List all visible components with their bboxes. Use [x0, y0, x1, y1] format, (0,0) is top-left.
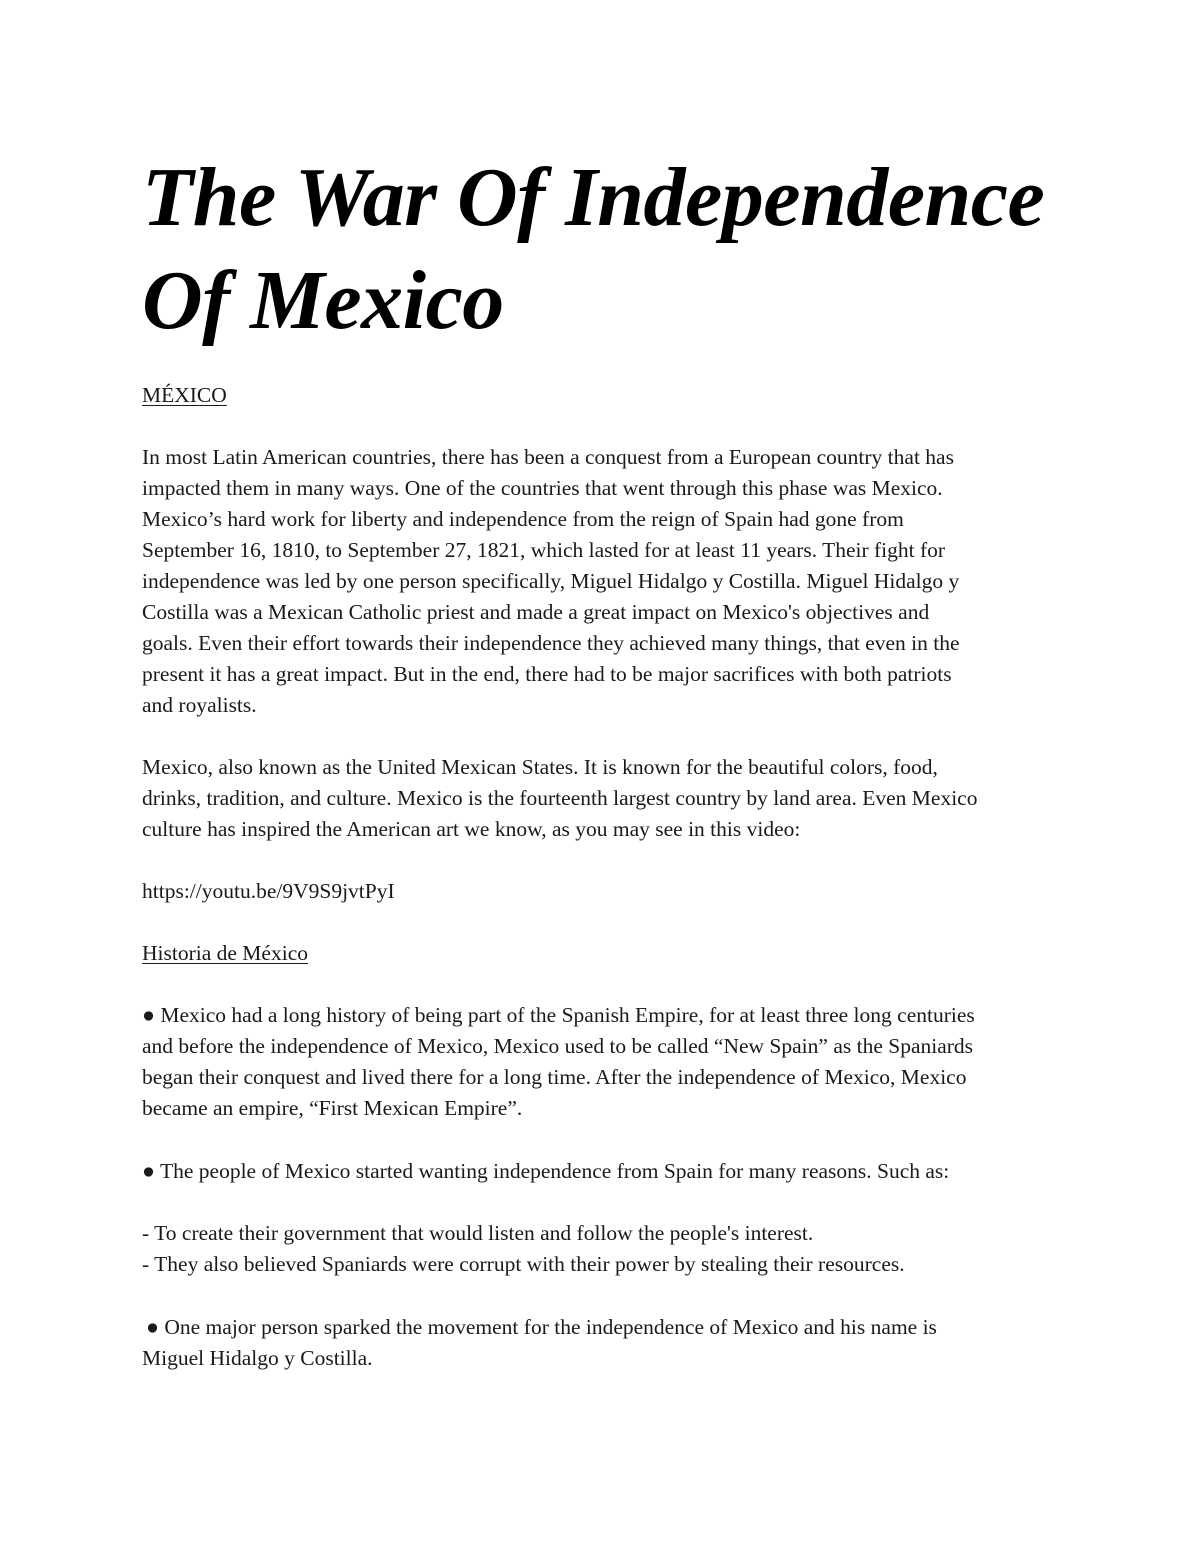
document-title [142, 146, 1102, 352]
paragraph-intro [142, 442, 1072, 721]
paragraph-line: drinks, tradition, and culture. Mexico is the fourteenth largest country by land area. Even Mexico [142, 786, 978, 810]
paragraph-line: Costilla was a Mexican Catholic priest and made a great impact on Mexico's objectives and [142, 600, 930, 624]
bullet-hidalgo [142, 1312, 1072, 1374]
list-item: - To create their government that would listen and follow the people's interest. [142, 1221, 814, 1245]
paragraph-line: goals. Even their effort towards their independence they achieved many things, that even in the [142, 631, 960, 655]
paragraph-culture [142, 752, 1072, 845]
bullet-line: ● Mexico had a long history of being part of the Spanish Empire, for at least three long centuries [142, 1003, 975, 1027]
bullet-spanish-empire [142, 1000, 1072, 1124]
reasons-list [142, 1218, 1072, 1280]
list-item: - They also believed Spaniards were corrupt with their power by stealing their resources. [142, 1252, 905, 1276]
paragraph-line: and royalists. [142, 693, 257, 717]
paragraph-line: In most Latin American countries, there has been a conquest from a European country that has [142, 445, 954, 469]
bullet-line: ● The people of Mexico started wanting independence from Spain for many reasons. Such as: [142, 1159, 950, 1183]
paragraph-line: September 16, 1810, to September 27, 1821, which lasted for at least 11 years. Their fight for [142, 538, 946, 562]
title-line: The War Of Independence [142, 151, 1045, 244]
title-line: Of Mexico [142, 254, 504, 347]
section-heading-historia [142, 938, 1072, 969]
section-heading-mexico [142, 380, 1072, 411]
video-link[interactable]: https://youtu.be/9V9S9jvtPyI [142, 879, 395, 903]
bullet-line: ● One major person sparked the movement for the independence of Mexico and his name is [146, 1315, 937, 1339]
section-heading-text: Historia de México [142, 941, 308, 965]
section-heading-text: MÉXICO [142, 383, 227, 407]
bullet-line: and before the independence of Mexico, Mexico used to be called “New Spain” as the Spaniards [142, 1034, 974, 1058]
paragraph-line: Mexico, also known as the United Mexican States. It is known for the beautiful colors, food, [142, 755, 938, 779]
paragraph-line: independence was led by one person specifically, Miguel Hidalgo y Costilla. Miguel Hidalgo y [142, 569, 960, 593]
bullet-line: Miguel Hidalgo y Costilla. [142, 1346, 373, 1370]
paragraph-line: impacted them in many ways. One of the countries that went through this phase was Mexico. [142, 476, 943, 500]
paragraph-line: Mexico’s hard work for liberty and independence from the reign of Spain had gone from [142, 507, 904, 531]
video-link-paragraph [142, 876, 1072, 907]
bullet-reasons [142, 1156, 1072, 1187]
bullet-line: became an empire, “First Mexican Empire”. [142, 1096, 523, 1120]
bullet-line: began their conquest and lived there for a long time. After the independence of Mexico, Mexico [142, 1065, 967, 1089]
paragraph-line: present it has a great impact. But in the end, there had to be major sacrifices with both patriots [142, 662, 952, 686]
paragraph-line: culture has inspired the American art we know, as you may see in this video: [142, 817, 801, 841]
